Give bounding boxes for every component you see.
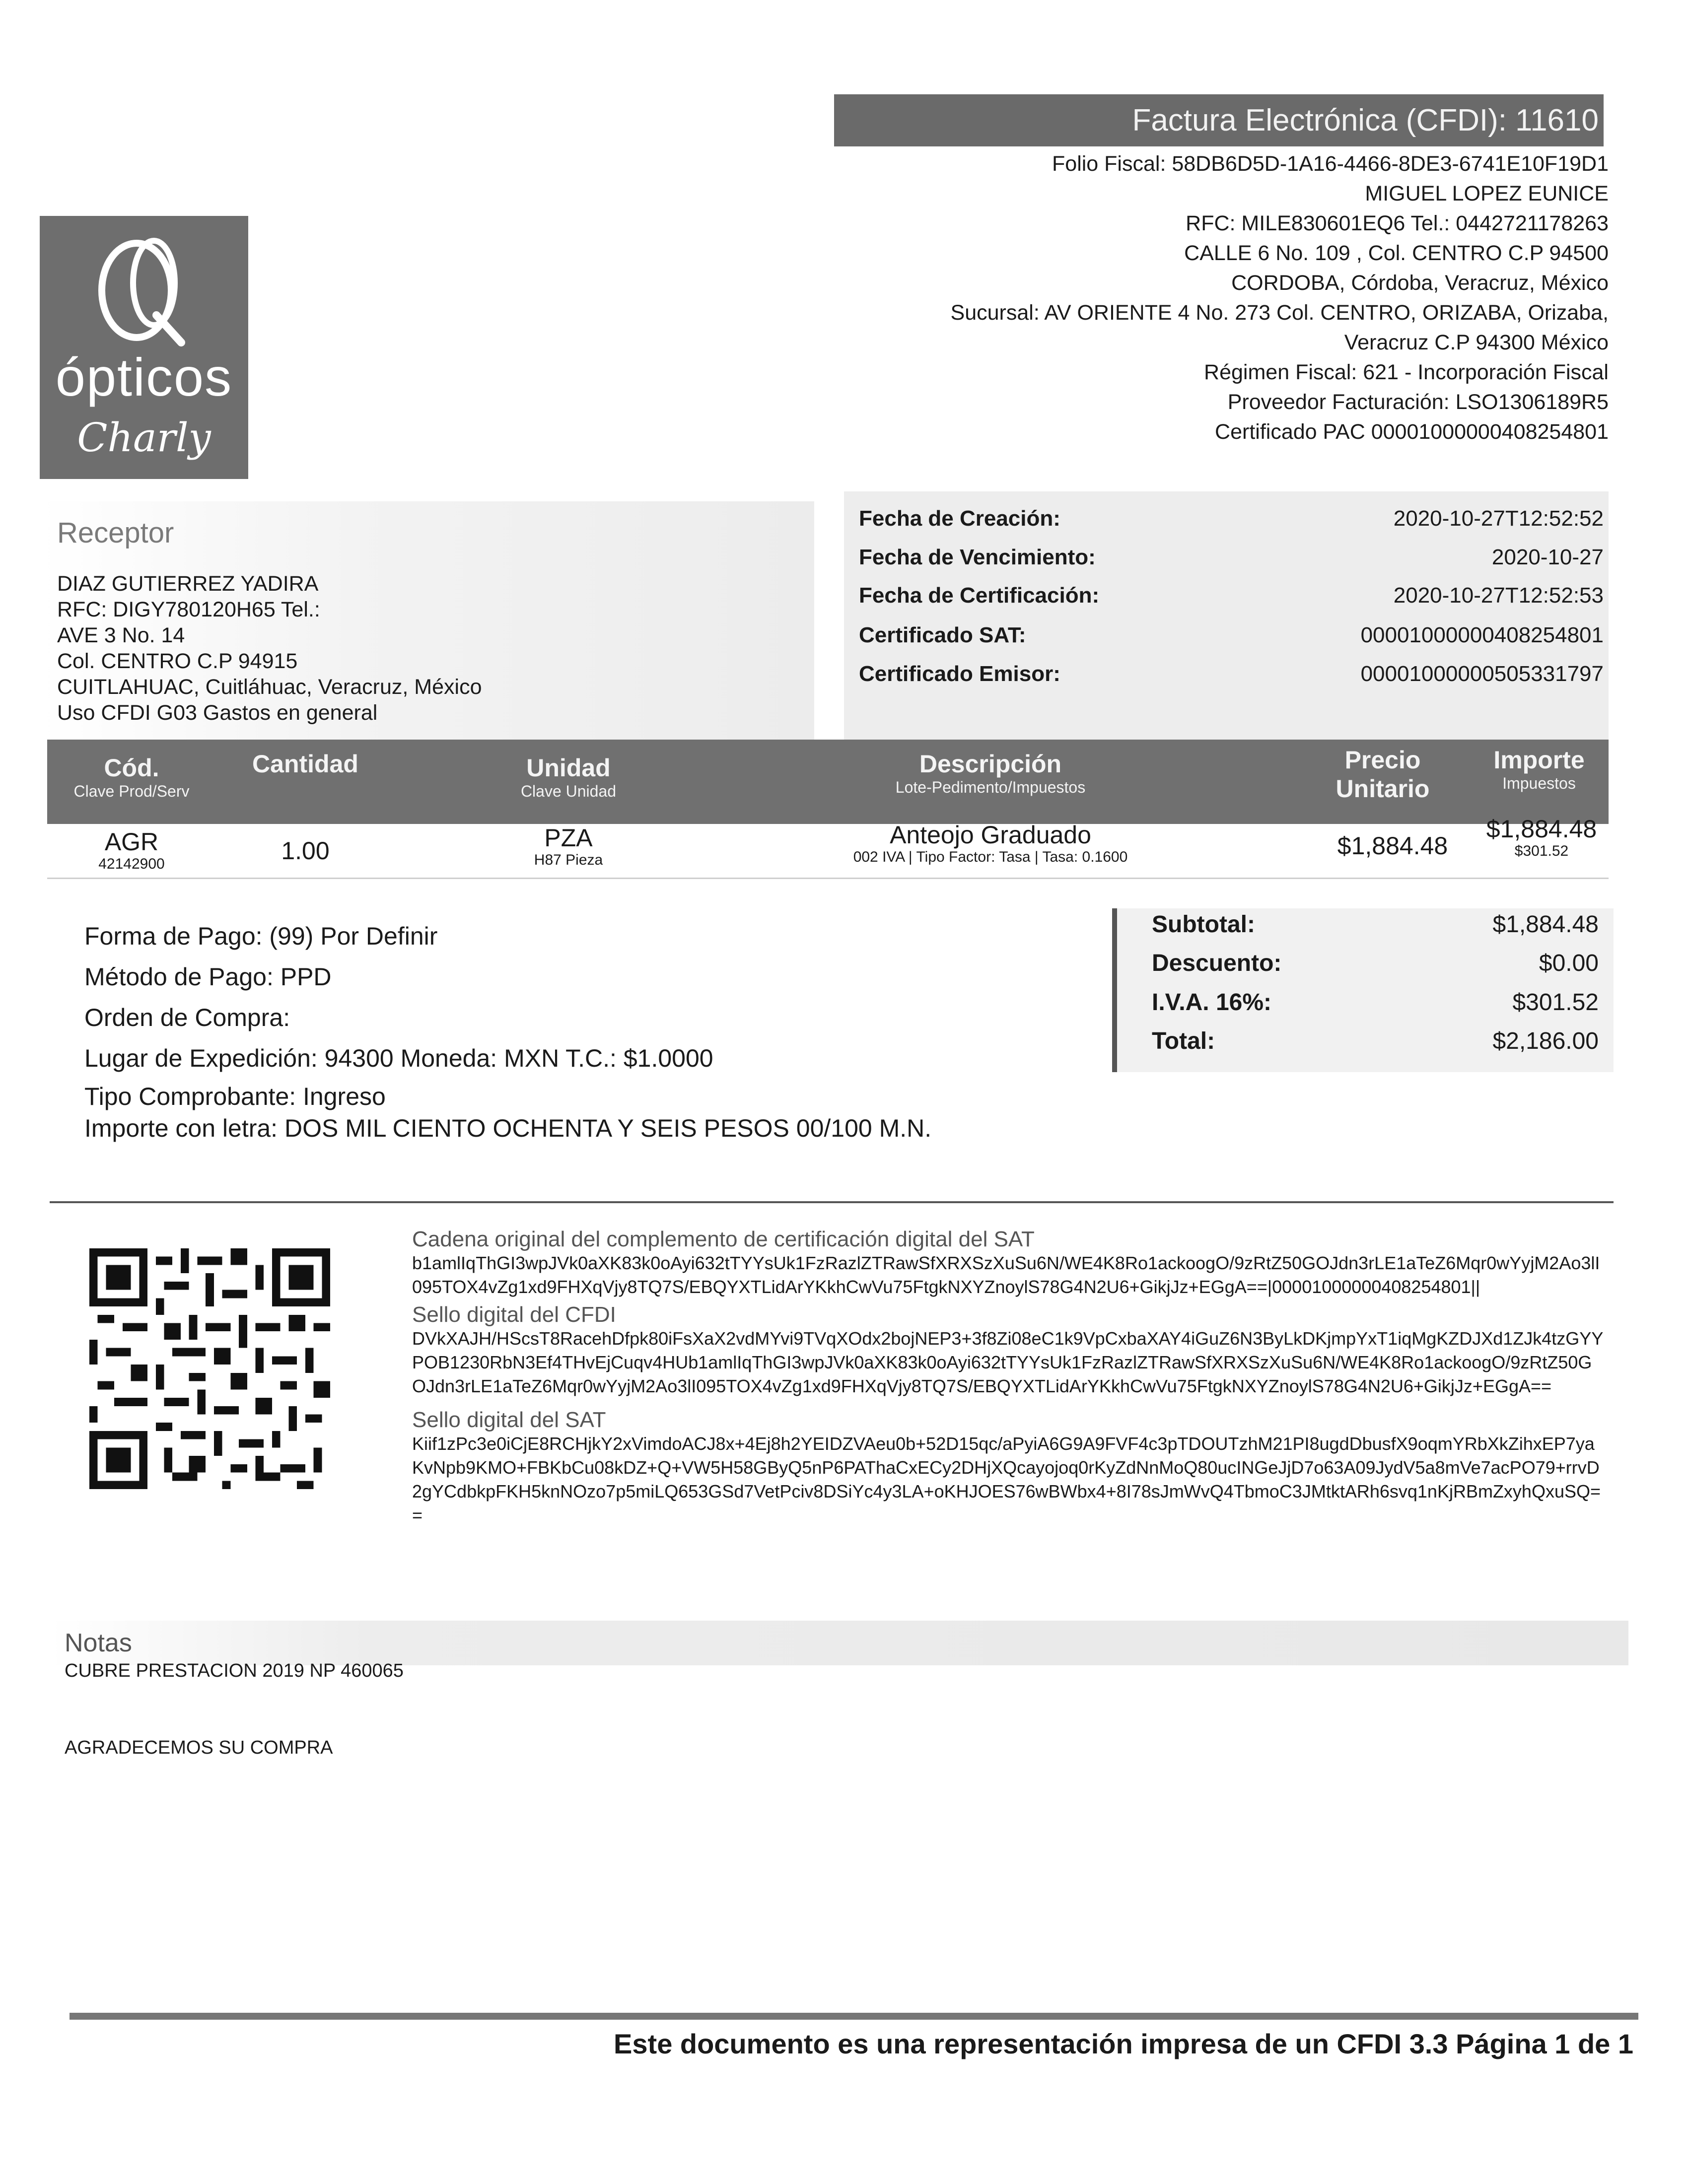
item-impuestos: 002 IVA | Tipo Factor: Tasa | Tasa: 0.1600 [853, 849, 1128, 865]
cadena-original-title: Cadena original del complemento de certificación digital del SAT [412, 1227, 1035, 1251]
metodo-de-pago: Método de Pago: PPD [84, 963, 332, 991]
issuer-address: CALLE 6 No. 109 , Col. CENTRO C.P 94500 [1184, 241, 1609, 265]
digital-stamps [412, 1224, 1604, 1527]
col-cantidad [236, 750, 375, 778]
date-row [859, 545, 1604, 575]
col-unidad [474, 753, 663, 801]
cell-descripcion [767, 821, 1214, 866]
col-cod-label: Cód. [104, 754, 159, 782]
receptor-title: Receptor [57, 517, 174, 549]
row-divider [47, 878, 1609, 879]
forma-de-pago: Forma de Pago: (99) Por Definir [84, 922, 438, 950]
date-label: Certificado SAT: [859, 623, 1026, 647]
col-cod [67, 753, 196, 801]
totals-value: $301.52 [1512, 989, 1599, 1016]
cell-cod [67, 828, 196, 873]
date-value: 2020-10-27T12:52:53 [1393, 583, 1604, 608]
orden-de-compra: Orden de Compra: [84, 1004, 290, 1031]
totals-value: $2,186.00 [1492, 1028, 1599, 1054]
col-descripcion-label: Descripción [919, 750, 1062, 778]
item-cantidad: 1.00 [281, 837, 330, 865]
receptor-colonia: Col. CENTRO C.P 94915 [57, 649, 298, 673]
col-precio [1318, 746, 1447, 803]
receptor-city: CUITLAHUAC, Cuitláhuac, Veracruz, México [57, 675, 482, 699]
issuer-regimen: Régimen Fiscal: 621 - Incorporación Fiscal [1204, 360, 1609, 384]
items-table-header [47, 740, 1609, 824]
cadena-original-text: b1amlIqThGI3wpJVk0aXK83k0oAyi632tTYYsUk1FzRazlZTRawSfXRXSzXuSu6N/WE4K8Ro1ackoogO/9zRtZ50GOJdn3rLE1aTeZ6Mqr0wYyjM2Ao3lI095TOX4vZg1xd9FHXqVjy8TQ7S/EBQYXTLidArYKkhCwVu75FtgkNXYZnoylS78G4N2U6+GikjJz+EGgA==|00001000000408254801|| [412, 1253, 1600, 1297]
col-precio-label: Precio [1344, 746, 1421, 774]
col-unidad-sublabel: Clave Unidad [520, 782, 617, 800]
totals-row [1152, 989, 1599, 1024]
item-code: AGR [104, 828, 159, 856]
item-clave: 42142900 [98, 856, 165, 872]
cell-unidad [474, 824, 663, 869]
date-value: 2020-10-27 [1491, 545, 1604, 569]
date-value: 00001000000505331797 [1360, 662, 1604, 686]
sello-sat-title: Sello digital del SAT [412, 1408, 606, 1432]
receptor-info [57, 571, 482, 726]
col-cantidad-label: Cantidad [252, 750, 358, 778]
footer-bar [70, 2013, 1638, 2020]
notes-panel [50, 1621, 1628, 1665]
qr-code-icon [67, 1248, 352, 1489]
notes-text: CUBRE PRESTACION 2019 NP 460065 [65, 1660, 404, 1681]
date-label: Certificado Emisor: [859, 662, 1060, 686]
cell-importe [1477, 815, 1606, 860]
logo-mark-icon [87, 231, 201, 350]
totals-row [1152, 950, 1599, 984]
col-cod-sublabel: Clave Prod/Serv [73, 782, 190, 800]
cell-cantidad [246, 837, 365, 865]
receptor-uso-cfdi: Uso CFDI G03 Gastos en general [57, 701, 378, 725]
issuer-block [794, 149, 1609, 447]
totals-label: Subtotal: [1152, 911, 1255, 938]
item-clave-unidad: H87 Pieza [534, 852, 603, 868]
logo-subtitle: Charly [77, 414, 211, 461]
totals-label: Total: [1152, 1028, 1215, 1054]
sello-cfdi-text: DVkXAJH/HScsT8RacehDfpk80iFsXaX2vdMYvi9TVqXOdx2bojNEP3+3f8Zi08eC1k9VpCxbaXAY4iGuZ6N3ByLkDKjmpYxT1iqMgKZDJXd1ZJk4tzGYYPOB1230RbN3Ef4THvEjCuqv4HUb1amlIqThGI3wpJVk0aXK83k0oAyi632tTYYsUk1FzRazlZTRawSfXRXSzXuSu6N/WE4K8Ro1ackoogO/9zRtZ50GOJdn3rLE1aTeZ6Mqr0wYyjM2Ao3lI095TOX4vZg1xd9FHXqVjy8TQ7S/EBQYXTLidArYKkhCwVu75FtgkNXYZnoylS78G4N2U6+GikjJz+EGgA== [412, 1328, 1604, 1396]
receptor-name: DIAZ GUTIERREZ YADIRA [57, 572, 319, 596]
item-unidad: PZA [544, 824, 593, 852]
section-divider [50, 1201, 1614, 1203]
table-row [47, 815, 1609, 879]
issuer-branch: Sucursal: AV ORIENTE 4 No. 273 Col. CENTRO, ORIZABA, Orizaba, [950, 301, 1609, 325]
date-value: 00001000000408254801 [1360, 623, 1604, 647]
date-label: Fecha de Certificación: [859, 583, 1100, 608]
tipo-comprobante: Tipo Comprobante: Ingreso [84, 1083, 386, 1110]
date-row [859, 662, 1604, 691]
sello-cfdi-title: Sello digital del CFDI [412, 1302, 616, 1327]
totals-label: I.V.A. 16%: [1152, 989, 1272, 1016]
issuer-city: CORDOBA, Córdoba, Veracruz, México [1231, 271, 1609, 295]
date-row [859, 583, 1604, 613]
date-label: Fecha de Creación: [859, 506, 1060, 531]
item-importe: $1,884.48 [1486, 815, 1597, 843]
col-importe [1477, 746, 1601, 793]
date-row [859, 506, 1604, 536]
sello-sat-text: Kiif1zPc3e0iCjE8RCHjkY2xVimdoACJ8x+4Ej8h2YEIDZVAeu0b+52D15qc/aPyiA6G9A9FVF4c3pTDOUTzhM21PI8ugdDbusfX9oqmYRbXkZihxEP7yaKvNpb9KMO+FBKbCu08kDZ+Q+VW5H58GByQ5nP6PAThaCxECy2DHjXQcayojoq0rKyZdNnMoQ80ucINGeJjD7o63A09JydV5a8mVe7acPO79+rrvD2gYCdbkpFKH5knNOzo7p5miLQ653GSd7VetPciv8DSiYc4y3LA+oKHJOES76wBWbx4+8I78sJmWvQ4TbmoC3JMtktARh6svq1nKjRBmZxyhQxuSQ== [412, 1433, 1601, 1525]
issuer-rfc: RFC: MILE830601EQ6 Tel.: 0442721178263 [1186, 211, 1609, 235]
issuer-proveedor: Proveedor Facturación: LSO1306189R5 [1227, 390, 1609, 414]
col-unidad-label: Unidad [526, 754, 611, 782]
date-label: Fecha de Vencimiento: [859, 545, 1096, 569]
logo-brand-text: ópticos [55, 347, 233, 407]
totals-row [1152, 911, 1599, 946]
col-descripcion-sublabel: Lote-Pedimento/Impuestos [895, 778, 1086, 796]
issuer-name: MIGUEL LOPEZ EUNICE [1365, 182, 1609, 205]
col-precio-label-line2: Unitario [1336, 775, 1430, 803]
item-importe-impuesto: $301.52 [1514, 843, 1569, 859]
lugar-de-expedicion: Lugar de Expedición: 94300 Moneda: MXN T.C.: $1.0000 [84, 1044, 713, 1072]
totals-value: $0.00 [1539, 950, 1599, 976]
payment-info [84, 916, 931, 1142]
importe-con-letra: Importe con letra: DOS MIL CIENTO OCHENTA Y SEIS PESOS 00/100 M.N. [84, 1114, 932, 1142]
issuer-branch-line2: Veracruz C.P 94300 México [1344, 331, 1609, 354]
totals-row [1152, 1027, 1599, 1062]
cell-precio [1318, 832, 1467, 860]
footer-text: Este documento es una representación impresa de un CFDI 3.3 Página 1 de 1 [614, 2028, 1633, 2059]
date-value: 2020-10-27T12:52:52 [1393, 506, 1604, 531]
item-descripcion: Anteojo Graduado [890, 821, 1091, 849]
folio-fiscal: Folio Fiscal: 58DB6D5D-1A16-4466-8DE3-6741E10F19D1 [1052, 152, 1609, 176]
col-importe-sublabel: Impuestos [1502, 774, 1576, 792]
receptor-address: AVE 3 No. 14 [57, 623, 185, 647]
totals-value: $1,884.48 [1492, 911, 1599, 938]
thanks-text: AGRADECEMOS SU COMPRA [65, 1737, 333, 1758]
company-logo [40, 216, 248, 479]
totals-label: Descuento: [1152, 950, 1282, 976]
date-row [859, 623, 1604, 653]
item-precio: $1,884.48 [1337, 832, 1448, 860]
issuer-certificado-pac: Certificado PAC 00001000000408254801 [1215, 420, 1609, 444]
receptor-rfc: RFC: DIGY780120H65 Tel.: [57, 598, 320, 621]
col-descripcion [817, 750, 1164, 797]
invoice-title: Factura Electrónica (CFDI): 11610 [834, 94, 1604, 146]
notes-title: Notas [65, 1629, 132, 1657]
col-importe-label: Importe [1493, 746, 1585, 774]
